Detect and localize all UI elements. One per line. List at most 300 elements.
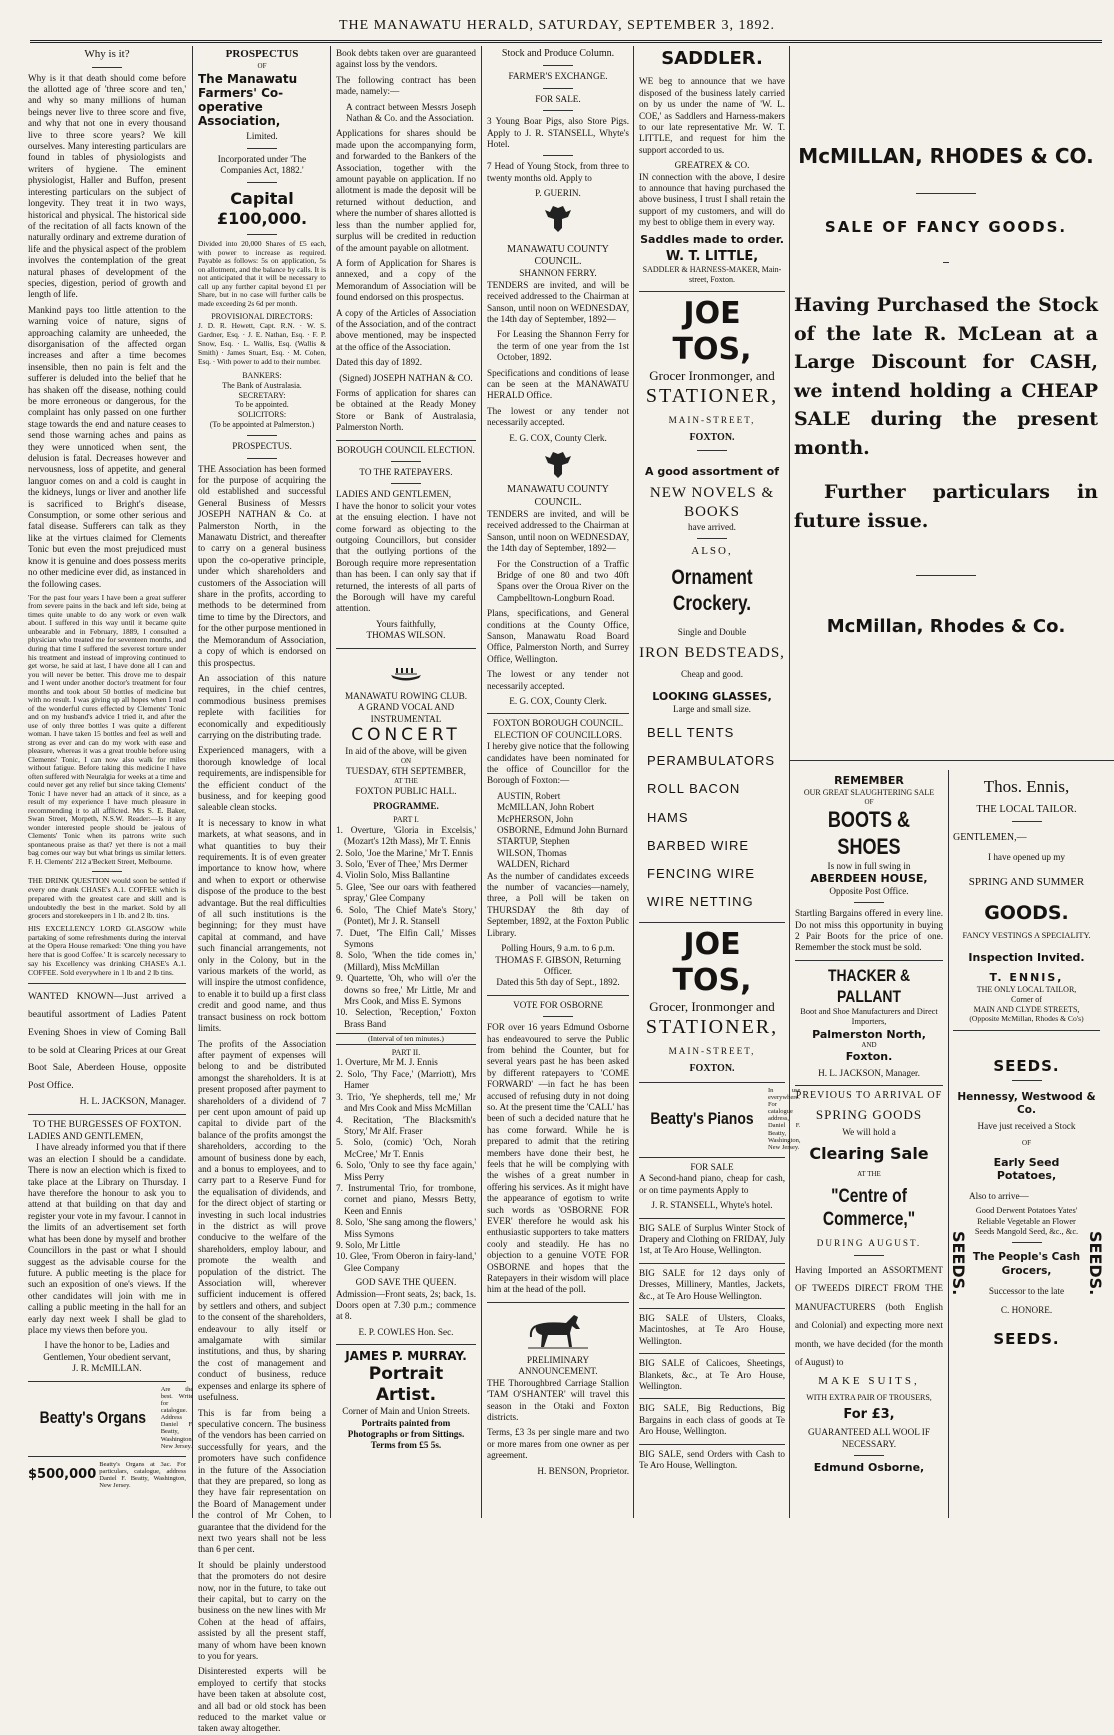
programme-item: 4. Recitation, 'The Blacksmith's Story,' Mr Alf. Fraser	[336, 1114, 476, 1136]
divider	[1012, 1080, 1042, 1081]
column-rule	[192, 46, 193, 1518]
early-potatoes: Early Seed Potatoes,	[993, 1155, 1060, 1183]
interval: (Interval of ten minutes.)	[336, 1033, 476, 1044]
divider	[543, 1016, 573, 1017]
thacker-importers: Boot and Shoe Manufacturers and Direct Importers,	[800, 1006, 938, 1027]
column-rule	[789, 46, 790, 1518]
glasses-size: Large and small size.	[673, 703, 751, 714]
organs-ad	[28, 1381, 194, 1450]
programme-item: 7. Instrumental Trio, for trombone, cornet and piano, Messrs Betty, Keen and Ennis	[336, 1182, 476, 1216]
directors-title: PROVISIONAL DIRECTORS:	[211, 312, 313, 322]
saddles-title: Saddles made to order.	[640, 232, 784, 246]
article-title: Why is it?	[84, 48, 130, 60]
honore: C. HONORE.	[1000, 1304, 1053, 1315]
coat-of-arms-icon	[541, 204, 575, 234]
ennis-spring: SPRING AND SUMMER	[968, 875, 1085, 888]
programme-item: 1. Overture, Mr M. J. Ennis	[336, 1057, 438, 1068]
also-arrive: Also to arrive—	[969, 1190, 1029, 1201]
article-paragraph: 'For the past four years I have been a great sufferer from severe pains in the back and left side, being at times quite unable to do any work or even walk about. I suffered in this way until it became quite unbearable and in February, 1889, I consulted a physician who treated me for seventeen months, and during that time I suffered the severest torture under his treatment and instead of improving continued to get worse, he said at last, I have done all I can and you will never be better. This drove me to despair and I went under another doctor's treatment for four months and took about 50 bottles of medicine but with no result. I was giving up all hopes when I read of the wonderful cures effected by Clements' Tonic and on my husband's advice I tried it, and after the use of only three bottles I was quite a different woman. I have taken 15 bottles and feel as well and strong as ever and can do my work with ease and pleasure, whereas it was a great trouble before using Clements' Tonic, I can now also walk for miles without fatigue. Before taking this medicine I have often suffered with Neuralgia for weeks at a time and could never get any relief but since taking Clements' Tonic I have never had an attack of it since, as a result of my experience I have much pleasure in recommending it to all afflicted. Mrs S. E. Baker, Swan Street, Morpeth, N.S.W. Reader:—Is it any wonder interested people should be jealous of Clements' Tonic when its patrons write such spontaneous praise as that? yet there is not a mail bag comes our way but what brings us similar letters. F. H. Clements' 212 a'Beckett Street, Melbourne.	[28, 592, 186, 866]
seeds-vertical-left: SEEDS.	[948, 1230, 968, 1296]
centre-during: DURING AUGUST.	[816, 1237, 922, 1248]
divider	[247, 182, 277, 183]
thacker-ad	[795, 960, 943, 1079]
saddler-signature: GREATREX & CO.	[674, 160, 750, 171]
all-wool: GUARANTEED ALL WOOL IF NECESSARY.	[808, 1427, 930, 1449]
prospectus-signed: (Signed) JOSEPH NATHAN & CO.	[339, 372, 473, 383]
ennis-title: Thos. Ennis,	[983, 777, 1070, 796]
divider	[916, 575, 976, 576]
column-rule	[330, 46, 331, 1518]
secretary-signature: E. P. COWLES Hon. Sec.	[358, 1326, 454, 1337]
column-4	[487, 48, 629, 1518]
divider	[391, 461, 421, 462]
notice-dated: Dated this 5th day of Sept., 1892.	[496, 977, 620, 988]
notice-text: TENDERS are invited, and will be received addressed to the Chairman at Sanson, until noon on WEDNESDAY, the 14th day of September, 1892—	[487, 279, 629, 325]
divider	[543, 155, 573, 156]
goods-item: ROLL BACON	[647, 781, 741, 797]
prospectus-paragraph: Experienced managers, with a thorough knowledge of local requirements, are indispensible for the efficient conduct of the business, and for keeping good saleable clean stocks.	[198, 745, 326, 813]
mcmillan-text: Having Purchased the Stock of the late R. McLean at a Large Discount for CASH, we intend holding a CHEAP SALE during the present month.	[794, 294, 1098, 459]
column-rule	[481, 46, 482, 1518]
candidate-name: AUSTIN, Robert	[497, 790, 561, 801]
iron-bedsteads: IRON BEDSTEADS,	[639, 645, 785, 662]
big-sale-item: BIG SALE of Calicoes, Sheetings, Blankets, &c., at Te Aro House, Wellington.	[639, 1353, 785, 1392]
ennis-name: T. ENNIS,	[989, 971, 1064, 985]
piano-sale	[639, 1157, 785, 1212]
looking-glasses: LOOKING GLASSES,	[652, 690, 772, 704]
murray-terms: Terms from £5 5s.	[370, 1440, 442, 1451]
ennis-vestings: FANCY VESTINGS A SPECIALITY.	[962, 931, 1091, 941]
joetos-grocer: Grocer, Ironmonger and	[649, 998, 775, 1014]
notice-text: The lowest or any tender not necessarily accepted.	[487, 669, 629, 691]
ornament-crockery: Ornament Crockery.	[671, 565, 753, 615]
organs-title: Beatty's Organs	[39, 1408, 147, 1428]
concert-date: TUESDAY, 6TH SEPTEMBER,	[346, 766, 466, 777]
concert-aid: In aid of the above, will be given	[345, 745, 467, 756]
ennis-streets: MAIN AND CLYDE STREETS,	[973, 1004, 1080, 1014]
borough-notice	[336, 440, 476, 642]
prospectus-paragraph: It should be plainly understood that the promoters do not desire now, nor in the future, to take out their capital, but to carry on the business on the new lines with Mr Cohen at the head of affairs, assisted by all the present staff, many of whom have been known to you for years.	[198, 1559, 326, 1662]
programme-item: 8. Solo, 'When the tide comes in,' (Millard), Miss McMillan	[336, 950, 476, 972]
boots-opposite: Opposite Post Office.	[829, 885, 909, 896]
price-text: Beatty's Organs at 3ac. For particulars, catalogue, address Daniel F. Beatty, Washington, New Jersey.	[99, 1460, 186, 1490]
also: ALSO,	[691, 545, 733, 558]
programme-item: 1. Overture, 'Gloria in Excelsis,' (Mozart's 12th Mass), Mr T. Ennis	[336, 824, 476, 847]
programme-item: 10. Glee, 'From Oberon in fairy-land,' Glee Company	[336, 1251, 476, 1273]
stallion-terms: Terms, £3 3s per single mare and two or more mares from one owner as per agreement.	[487, 1427, 629, 1461]
seeds-list: Good Derwent Potatoes Yates' Reliable Vegetable an Flower Seeds Mangold Seed, &c., &c.	[974, 1206, 1079, 1237]
centre-title: "Centre of Commerce,"	[822, 1185, 916, 1231]
stallion-signature: H. BENSON, Proprietor.	[537, 1465, 629, 1476]
notice-text: Specifications and conditions of lease can be seen at the MANAWATU HERALD Office.	[487, 367, 629, 401]
joetos-name: JOE TOS,	[672, 926, 752, 998]
divider	[247, 234, 277, 235]
ennis-opposite: (Opposite McMillan, Rhodes & Co's)	[969, 1014, 1084, 1024]
programme-item: 2. Solo, 'Thy Face,' (Marriott), Mrs Hamer	[336, 1068, 476, 1091]
stallion-text: THE Thoroughbred Carriage Stallion 'TAM O'SHANTER' will travel this season in the Otaki and Foxton districts.	[487, 1377, 629, 1422]
seeds-stock: Have just received a Stock	[977, 1121, 1076, 1132]
column-5	[639, 48, 801, 1518]
saddler-text: WE beg to announce that we have disposed of the business lately carried on by us under the name of 'W. L. COE,' as Saddlers and Harness-makers to our late representative Mr. W. T. LITTLE, and request for him the support accorded to us.	[639, 76, 785, 155]
candidate-name: WILSON, Thomas	[497, 847, 567, 858]
osborne-title: VOTE FOR OSBORNE	[513, 999, 603, 1010]
prospectus-paragraph: Book debts taken over are guaranteed against loss by the vendors.	[336, 48, 476, 70]
ratepayers-title: TO THE RATEPAYERS.	[359, 467, 453, 477]
programme-item: 8. Solo, 'She sang among the flowers,' Miss Symons	[336, 1217, 476, 1239]
prospectus-forms: Forms of application for shares can be obtained at the Ready Money Store or Bank of Australasia, Palmerston North.	[336, 387, 476, 433]
slaughter-sale: OUR GREAT SLAUGHTERING SALE	[803, 787, 935, 797]
wanted-text: WANTED KNOWN—Just arrived a beautiful assortment of Ladies Patent Evening Shoes in view of Coming Ball to be sold at Clearing Prices at our Great Boot Sale, Aberdeen House, opposite Post Office.	[28, 991, 186, 1091]
notice-text: The lowest or any tender not necessarily accepted.	[487, 405, 629, 428]
divider	[697, 450, 727, 451]
piano-sale-text: A Second-hand piano, cheap for cash, or on time payments Apply to	[639, 1173, 785, 1195]
club-name: MANAWATU ROWING CLUB.	[344, 690, 467, 701]
solicitors: (To be appointed at Palmerston.)	[209, 420, 315, 430]
goods-item: BARBED WIRE	[647, 837, 750, 853]
company-limited: Limited.	[246, 131, 278, 142]
joetos-grocer: Grocer Ironmonger, and	[649, 368, 775, 384]
notice-title: TO THE BURGESSES OF FOXTON.	[32, 1119, 182, 1131]
clearing-title: Clearing Sale	[809, 1144, 929, 1164]
notice-salutation: LADIES AND GENTLEMEN,	[28, 1131, 144, 1142]
centre-at: AT THE	[857, 1169, 881, 1178]
notice-signature: THOMAS F. GIBSON, Returning Officer.	[495, 954, 621, 976]
notice-text: I hereby give notice that the following candidates have been nominated for the office of Councillor for the Borough of Foxton:—	[487, 741, 629, 786]
little-name: W. T. LITTLE,	[665, 249, 759, 265]
column-rule	[633, 46, 634, 1518]
mcmillan-signature: McMillan, Rhodes & Co.	[826, 616, 1066, 638]
successor: Successor to the late	[988, 1285, 1065, 1296]
column-7	[948, 770, 1105, 1518]
wanted-ad	[28, 983, 186, 1108]
candidate-name: WALDEN, Richard	[497, 859, 570, 870]
thacker-manager: H. L. JACKSON, Manager.	[818, 1067, 920, 1078]
prospectus-paragraph: The profits of the Association after payment of expenses will belong to and be distributed amongst the shareholders. It is at present proposed after payment to shareholders of a dividend of 7 per cent upon amount of paid up capital to divide part of the balance of the profits amongst the shareholders, according to the amount of business done by each, and a bonus to employees, and to carry part to a Reserve Fund for the equalisation of dividends, and for the direct object of starting or investing in such local industries in the district as will prove conducive to the welfare of the shareholders, employ labour, and promote the wealth and population of the district. The Association will, wherever sufficient inducement is offered by settlers and others, and subject to the consent of the shareholders, endeavour to ally itself or amalgamate with similar institutions, and thus, by sharing the cost of management and conduct of business, reduce expenses and enlarge its sphere of usefulness.	[198, 1038, 326, 1403]
prospectus-subtitle: PROSPECTUS.	[232, 441, 292, 452]
coffee-ad: HIS EXCELLENCY LORD GLASGOW while partaking of some refreshments during the interval at the Opera House remarked: 'One thing you have here that is good Coffee.' It is scarcely necessary to say his Excellency was drinking CHASE's A.1. COFFEE. Sold everywhere in 1 lb and 2 lb tins.	[28, 924, 186, 977]
bankers-title: BANKERS:	[242, 370, 282, 380]
assortment: A good assortment of	[645, 464, 779, 478]
admission: Admission—Front seats, 2s; back, 1s. Doors open at 7.30 p.m.; commence at 8.	[336, 1288, 476, 1322]
big-sale-item: BIG SALE for 12 days only of Dresses, Millinery, Mantles, Jackets, &c., at Te Aro House Wellington.	[639, 1263, 785, 1302]
previous-title: PREVIOUS TO ARRIVAL OF	[795, 1090, 943, 1102]
candidate-name: McPHERSON, John	[497, 813, 574, 824]
thacker-palmerston: Palmerston North,	[812, 1027, 926, 1041]
horse-icon	[526, 1311, 590, 1351]
column-rule	[948, 770, 949, 1518]
concert-on: ON	[400, 757, 412, 766]
thacker-foxton: Foxton.	[845, 1050, 893, 1064]
section-title: Stock and Produce Column.	[501, 48, 615, 59]
programme-item: 10. Selection, 'Reception,' Foxton Brass Band	[336, 1007, 476, 1029]
centre-ad	[795, 1085, 943, 1474]
divider	[391, 483, 421, 484]
goods-item: BELL TENTS	[647, 725, 735, 741]
divider	[543, 65, 573, 66]
osborne-signature: Edmund Osborne,	[813, 1460, 925, 1474]
ennis-goods: GOODS.	[984, 901, 1069, 924]
forsale-title: FOR SALE	[690, 1161, 734, 1172]
joetos-stationer: STATIONER,	[645, 385, 779, 408]
candidate-name: OSBORNE, Edmund John Burnard	[497, 825, 628, 836]
murray-portraits: Portraits painted from Photographs or from Sittings.	[347, 1417, 465, 1440]
prospectus-paragraph: THE Association has been formed for the purpose of acquiring the old established and successful General Business of Messrs JOSEPH NATHAN & Co. at Palmerston North, in the Manawatu District, and thereafter to carry on a general business upon the co-operative principle, under which shareholders and customers of the Association will share in the profits, according to methods to be determined from time to time by the Directors, and for the other purpose mentioned in the Memorandum of Association, a copy of which is endorsed on this prospectus.	[198, 463, 326, 668]
goods-item: HAMS	[647, 809, 689, 825]
divider	[1012, 821, 1042, 822]
programme-list	[336, 1057, 476, 1274]
column-1	[28, 48, 194, 1518]
centre-text: Having Imported an ASSORTMENT OF TWEEDS DIRECT FROM THE MANUFACTURERS (both English and Colonial) and expecting more next month, we have decided (for the month of August) to	[795, 1265, 943, 1368]
bedsteads-kind: Single and Double	[677, 626, 747, 637]
make-suits: MAKE SUITS,	[818, 1375, 920, 1388]
hold-text: We will hold a	[842, 1126, 896, 1137]
programme-item: 4. Violin Solo, Miss Ballantine	[336, 870, 450, 881]
divider	[543, 88, 573, 89]
article-paragraph: Mankind pays too little attention to the warning voice of nature, signs of approaching calamity are unheeded, the disorganisation of the affected organ increases and after a time becomes insensible, then no pain is felt and the sufferer is deluded into the belief that he has shaken off the disease, nothing could be more erroneous or dangerous, for the complaint has only passed on one further stage towards the end and nature ceases to send those warning aches and pains as they were unnoticed when sent, the delusion is fatal. Decreases however and nervousness, loss of appetite, and general languor comes on and a cold is caught in the kidneys, lungs or liver and another life is sacrificed to Bright's disease, Consumption, or some other serious and fatal disease. Sufferers can talk as they like at the virtues claimed for Clements Tonic but even the most prejudiced must know it is genuine and does possess merits no other medicine ever did, as instanced in the following cases.	[28, 304, 186, 589]
prospectus-paragraph: This is far from being a speculative concern. The business of the vendors has been carried on successfully for years, and the promoters have such confidence in the future of the Association that they are prepared, so long as they have fair representation on the Board of Management under the control of Mr Cohen, to guarantee that the dividend for the next two years shall not be less than 6 per cent.	[198, 1407, 326, 1555]
secretary-title: SECRETARY:	[238, 390, 286, 400]
slaughter-of: OF	[864, 797, 874, 806]
divider	[916, 193, 976, 194]
murray-ad	[336, 1344, 476, 1452]
county-notice	[487, 484, 629, 707]
solicitors-title: SOLICITORS:	[237, 410, 287, 420]
boots-title: BOOTS & SHOES	[827, 807, 911, 860]
notice-text: I have the honor to solicit your votes at the ensuing election. I have not come forward as objecting to the outgoing Councillors, but consider that the outlying portions of the Borough require more representation than has been. I can only say that if returned, the interests of all parts of the Borough will have my careful attention.	[336, 500, 476, 614]
notice-text: Plans, specifications, and General conditions at the County Office, Sanson, Manawatu Road Board Office, Palmerston North, and Surrey Office, Wellington.	[487, 608, 629, 664]
goods-item: FENCING WIRE	[647, 865, 756, 881]
shares-text: Divided into 20,000 Shares of £5 each, with power to increase as required. Payable as follows: 5s on application, 5s on allotment, and the balance by calls. It is not anticipated that it will be necessary to call up any further capital beyond £1 per Share, but in no case will further calls be made exceeding 2s 6d per month.	[198, 239, 326, 308]
candidate-name: McMILLAN, John Robert	[497, 802, 595, 813]
county-title: MANAWATU COUNTY COUNCIL.	[507, 243, 609, 268]
divider	[1012, 1242, 1042, 1243]
seeds-ad	[948, 1030, 1105, 1349]
company-name: The Manawatu Farmers' Co-operative Association,	[198, 72, 298, 128]
burgesses-notice	[28, 1114, 186, 1374]
bedsteads-price: Cheap and good.	[680, 668, 743, 679]
goods-item: WIRE NETTING	[647, 893, 754, 909]
fancy-goods-title: SALE OF FANCY GOODS.	[824, 217, 1068, 236]
prospectus-of: OF	[257, 61, 267, 70]
joetos-town: FOXTON.	[689, 1063, 735, 1075]
column-3	[336, 48, 476, 1518]
programme-title: PROGRAMME.	[373, 800, 439, 811]
concert-grand: A GRAND VOCAL AND INSTRUMENTAL	[357, 702, 455, 724]
price-title: $500,000	[28, 1467, 97, 1483]
programme-item: 5. Solo, (comic) 'Och, Norah McCree,' Mr T. Ennis	[336, 1137, 476, 1159]
aberdeen-house: ABERDEEN HOUSE,	[810, 872, 928, 886]
notice-text: For Leasing the Shannon Ferry for the term of one year from the 1st October, 1892.	[497, 329, 629, 363]
ennis-opened: I have opened up my	[987, 852, 1066, 863]
election-title: FOXTON BOROUGH COUNCIL.	[492, 718, 624, 729]
ferry-title: SHANNON FERRY.	[519, 268, 597, 279]
concert-hall: FOXTON PUBLIC HALL.	[355, 786, 457, 797]
divider	[247, 435, 277, 436]
stallion-ad	[487, 1302, 629, 1477]
seeds-vertical-right: SEEDS.	[1086, 1230, 1105, 1296]
sale-signature: P. GUERIN.	[535, 188, 581, 199]
forsale-title: FOR SALE.	[535, 93, 581, 104]
hennessy: Hennessy, Westwood & Co.	[957, 1091, 1096, 1117]
secretary: To be appointed.	[235, 400, 289, 410]
poll-hours: Polling Hours, 9 a.m. to 6 p.m.	[501, 943, 615, 954]
incorporation: Incorporated under 'The Companies Act, 1882.'	[217, 153, 307, 176]
novels: NEW NOVELS & BOOKS	[649, 485, 775, 521]
saddler-title: SADDLER.	[661, 48, 763, 69]
anthem: GOD SAVE THE QUEEN.	[355, 1277, 457, 1288]
spring-goods: SPRING GOODS	[815, 1106, 923, 1122]
programme-item: 5. Glee, 'See our oars with feathered spray,' Glee Company	[336, 881, 476, 904]
big-sale-item: BIG SALE, send Orders with Cash to Te Aro House, Wellington.	[639, 1444, 785, 1472]
joetos-town: FOXTON.	[689, 432, 735, 444]
ennis-only: THE ONLY LOCAL TAILOR,	[976, 984, 1077, 994]
county-title: MANAWATU COUNTY COUNCIL.	[507, 484, 609, 508]
ennis-salutation: GENTLEMEN,—	[953, 832, 1027, 844]
programme-list	[336, 825, 476, 1030]
joetos-name: JOE TOS,	[672, 296, 752, 368]
big-sale-item: BIG SALE, Big Reductions, Big Bargains in each class of goods at Te Aro House, Wellington.	[639, 1398, 785, 1437]
coat-of-arms-icon	[541, 450, 575, 480]
joetos-street: MAIN-STREET,	[668, 415, 756, 426]
part-title: PART II.	[391, 1047, 421, 1057]
seeds-title: SEEDS.	[993, 1056, 1060, 1075]
stallion-title: PRELIMINARY ANNOUNCEMENT.	[518, 1354, 598, 1377]
borough-title: BOROUGH COUNCIL ELECTION.	[337, 444, 475, 455]
peoples-cash: The People's Cash Grocers,	[972, 1251, 1081, 1277]
notice-text: I have already informed you that if there was an election I should be a candidate. There is now an election which is fixed to take place at the Library on Thursday. I have therefore the honour to ask you to attend at that building on that day and register your vote in my favour. I cannot in the limits of an advertisement set forth what has been done by myself and brother Councillors in the past or what I should suggest as the advisable course for the future. A public meeting is the place for such an exposition of one's views. If the other candidates will join with me in calling a public meeting in the hall for an early day next week I shall be glad to place my views then before you.	[28, 1142, 186, 1335]
column-2	[198, 48, 326, 1734]
ennis-inspection: Inspection Invited.	[968, 951, 1085, 965]
prospectus-paragraph: Applications for shares should be made upon the accompanying form, and forwarded to the Bankers of the Association, together with the amount payable on application. If no allotment is made the deposit will be returned without deduction, and where the number of shares allotted is less than the number applied for, surplus will be credited in reduction of the amount payable on allotment.	[336, 128, 476, 253]
boots-swing: Is now in full swing in	[827, 860, 911, 871]
programme-item: 6. Solo, 'The Chief Mate's Story,' (Pontet), Mr J. R. Stansell	[336, 904, 476, 927]
programme-item: 3. Solo, 'Ever of Thee,' Mrs Dermer	[336, 859, 468, 870]
prospectus-paragraph: It is necessary to know in what markets, at what seasons, and in what quantities to buy their requirements. It is of even greater importance to know how, where and when to export or otherwise dispose of the produce to the best advantage. But the real difficulties of all such institutions is the beginning; for they must have capital at command, and have such financial arrangements, not only in the Colony, but in the various markets of the world, as will inspire the utmost confidence, to enable it to build up a first class credit and good name, and thus transact business on rock bottom limits.	[198, 817, 326, 1034]
little-address: SADDLER & HARNESS-MAKER, Main-street, Foxton.	[642, 265, 782, 285]
concert-at: AT THE	[394, 777, 418, 786]
election-subtitle: ELECTION OF COUNCILLORS.	[494, 729, 622, 740]
exchange-title: FARMER'S EXCHANGE.	[508, 71, 608, 82]
thacker-and: AND	[861, 1041, 877, 1050]
prospectus-paragraph: A form of Application for Shares is annexed, and a copy of the Memorandum of Association will be found endorsed on this prospectus.	[336, 257, 476, 303]
programme-item: 9. Solo, Mr Little	[336, 1239, 401, 1250]
masthead: THE MANAWATU HERALD, SATURDAY, SEPTEMBER 3, 1892.	[338, 18, 776, 33]
prospectus-paragraph: A copy of the Articles of Association of the Association, and of the contract above mentioned, may be inspected at the office of the Association.	[336, 307, 476, 352]
divider	[697, 538, 727, 539]
directors-list: J. D. R. Hewett, Capt. R.N. · W. S. Gardner, Esq. · J. E. Nathan, Esq. · F. P. Snow, Esq. · L. Wallis, Esq. (Wallis & Smith) · James Stuart, Esq. · M. Cohen, Esq. · With power to add to their number.	[198, 321, 326, 366]
divider	[92, 67, 122, 68]
novels-arrived: have arrived.	[688, 521, 736, 532]
thacker-title: THACKER & PALLANT	[827, 965, 911, 1006]
extra-trousers: WITH EXTRA PAIR OF TROUSERS,	[806, 1393, 932, 1403]
joetos-street: MAIN-STREET,	[668, 1045, 756, 1056]
divider	[247, 148, 277, 149]
divider	[854, 1455, 884, 1456]
notice-text: For the Construction of a Traffic Bridge of one 80 and two 40ft Spans over the Oroua River on the Campbelltown-Longburn Road.	[497, 558, 629, 603]
notice-text: As the number of candidates exceeds the number of vacancies—namely, three, a Poll will be taken on THURSDAY the 8th day of September, 1892, at the Foxton Public Library.	[487, 870, 629, 938]
price-three: For £3,	[843, 1407, 895, 1422]
seeds-title: SEEDS.	[993, 1330, 1060, 1349]
divider	[92, 871, 122, 872]
pianos-title: Beatty's Pianos	[650, 1109, 754, 1129]
programme-item: 2. Solo, 'Joe the Marine,' Mr T. Ennis	[336, 847, 473, 858]
organs-text: Are the best. Write for catalogue. Address Daniel F. Beatty, Washington, New Jersey.	[160, 1385, 194, 1450]
bankers: The Bank of Australasia.	[222, 380, 302, 390]
concert-ad	[336, 648, 476, 1339]
candidate-name: STARTUP, Stephen	[497, 836, 570, 847]
mcmillan-further: Further particulars in future issue.	[794, 481, 1098, 532]
column-6-lower	[795, 770, 943, 1518]
sale-item: 3 Young Boar Pigs, also Store Pigs. Apply to J. R. STANSELL, Whyte's Hotel.	[487, 116, 629, 150]
notice-signature: THOMAS WILSON.	[366, 630, 446, 641]
notice-signature: E. G. COX, County Clerk.	[509, 432, 607, 443]
county-notice	[487, 240, 629, 444]
notice-closing: I have the honor to be, Ladies and Gentlemen, Your obedient servant,	[43, 1340, 171, 1362]
rowing-crew-image	[389, 657, 423, 687]
column-6-upper	[794, 48, 1098, 763]
divider	[543, 110, 573, 111]
murray-title: Portrait Artist.	[368, 1364, 444, 1406]
osborne-ad	[487, 995, 629, 1296]
remember-title: REMEMBER	[834, 774, 904, 787]
coffee-ad: THE DRINK QUESTION would soon be settled if every one drank CHASE's A.1. COFFEE which is prepared with the greatest care and skill and is undoubtedly the best in the market. Sold by all grocers and storekeepers in 1 lb. and 2 lb. tins.	[28, 876, 186, 921]
goods-item: PERAMBULATORS	[647, 753, 776, 769]
article-paragraph: Why is it that death should come before the allotted age of 'three score and ten,' and why so many millions of human beings never live to three score and five, and why that not one in every thousand live to three score years? We kill ourselves. Many interesting particulars are found in tables of physiologists and writers of hygiene. The eminent physiologist, Haller and Buffon, present interesting particulars on the subject of longevity. They treat it in two ways, historical and physical. The historical side of the recitation of all facts known of the naturally ordinary and extreme duration of life and the physical aspect of the problem involves the contemplation of the great natural phases of development of the species, digestion, period of growth and length of life.	[28, 72, 186, 300]
prospectus-paragraph: The following contract has been made, namely:—	[336, 74, 476, 97]
divider	[943, 262, 949, 263]
big-sale-item: BIG SALE of Ulsters, Cloaks, Macintoshes, at Te Aro House, Wellington.	[639, 1308, 785, 1347]
election-notice	[487, 713, 629, 988]
goods-list	[647, 725, 785, 910]
murray-address: Corner of Main and Union Streets.	[342, 1406, 470, 1417]
piano-sale-signature: J. R. STANSELL, Whyte's hotel.	[651, 1200, 773, 1211]
seeds-of: OF	[1022, 1138, 1031, 1147]
pianos-ad	[639, 1082, 801, 1151]
notice-signature: J. R. McMILLAN.	[72, 1363, 142, 1374]
prospectus-title: PROSPECTUS	[225, 48, 299, 60]
concert-title: CONCERT	[351, 724, 461, 745]
joetos-ad	[639, 922, 785, 1076]
murray-name: JAMES P. MURRAY.	[345, 1349, 467, 1364]
price-ad	[28, 1456, 186, 1490]
notice-text: TENDERS are invited, and will be received addressed to the Chairman at Sanson, until noon on WEDNESDAY, the 14th day of September, 1892—	[487, 508, 629, 554]
prospectus-paragraph: An association of this nature requires, in the chief centres, commodious business premises replete with facilities for economically and expeditiously carrying on the distributing trade.	[198, 672, 326, 740]
joetos-stationer: STATIONER,	[645, 1016, 779, 1039]
osborne-text: FOR over 16 years Edmund Osborne has endeavoured to serve the Public from behind the Counter, but for several years past he has been asked by different ratepayers to 'COME FORWARD' —in fact he has been accused of refusing duty in not doing so. At the present time the 'CALL' has been of such a decided nature that he has come forward. While he is prepared to admit that the retiring members have done their best, he feels that he will be complying with the wishes of a great number in offering his services. As it might have the appearance of egotism to write such words as 'OSBORNE FOR EVER' therefore he would ask his enthusiastic supporters to take matters cooly and steadily. He has no objection to a genuine VOTE FOR OSBORNE and hopes that the Ratepayers in their wisdom will place him at the head of the poll.	[487, 1022, 629, 1295]
candidate-list	[487, 791, 629, 871]
ennis-corner: Corner of	[1011, 994, 1042, 1004]
big-sale-item: BIG SALE of Surplus Winter Stock of Drapery and Clothing on FRIDAY, July 1st, at Te Aro House, Wellington.	[639, 1218, 785, 1257]
prospectus-paragraph: A contract between Messrs Joseph Nathan & Co. and the Association.	[346, 101, 476, 124]
programme-item: 9. Quartette, 'Oh, who will o'er the downs so free,' Mr Little, Mr and Mrs Cook, and Miss E. Symons	[336, 973, 476, 1006]
divider	[854, 1255, 884, 1256]
prospectus-paragraph: Disinterested experts will be employed to certify that stocks have been taken at absolute cost, and all bad or old stock has been reduced to the market value or taken away altogether.	[198, 1666, 326, 1734]
notice-salutation: LADIES AND GENTLEMEN,	[336, 489, 452, 500]
big-sales	[639, 1218, 785, 1472]
section-rule	[789, 760, 1114, 761]
wanted-signature: H. L. JACKSON, Manager.	[79, 1095, 186, 1107]
joetos-ad	[639, 291, 785, 910]
programme-item: 7. Duet, 'The Elfin Call,' Misses Symons	[336, 927, 476, 949]
prospectus-dated: Dated this day of 1892.	[336, 357, 422, 368]
notice-signature: E. G. COX, County Clerk.	[509, 695, 607, 706]
masthead-rule	[30, 40, 1102, 43]
mcmillan-title: McMILLAN, RHODES & CO.	[798, 144, 1094, 168]
boots-text: Startling Bargains offered in every line. Do not miss this opportunity in buying 2 Pair Boots for the price of one. Remember the stock must be sold.	[795, 908, 943, 953]
part-title: PART I.	[393, 814, 419, 824]
pianos-text: In use everywhere. For catalogue address, Daniel F. Beatty, Washington, New Jersey.	[767, 1086, 801, 1151]
saddler-text: IN connection with the above, I desire to announce that having purchased the above business, I trust I shall retain the support of my customers, and will do my best to oblige them in every way.	[639, 171, 785, 228]
